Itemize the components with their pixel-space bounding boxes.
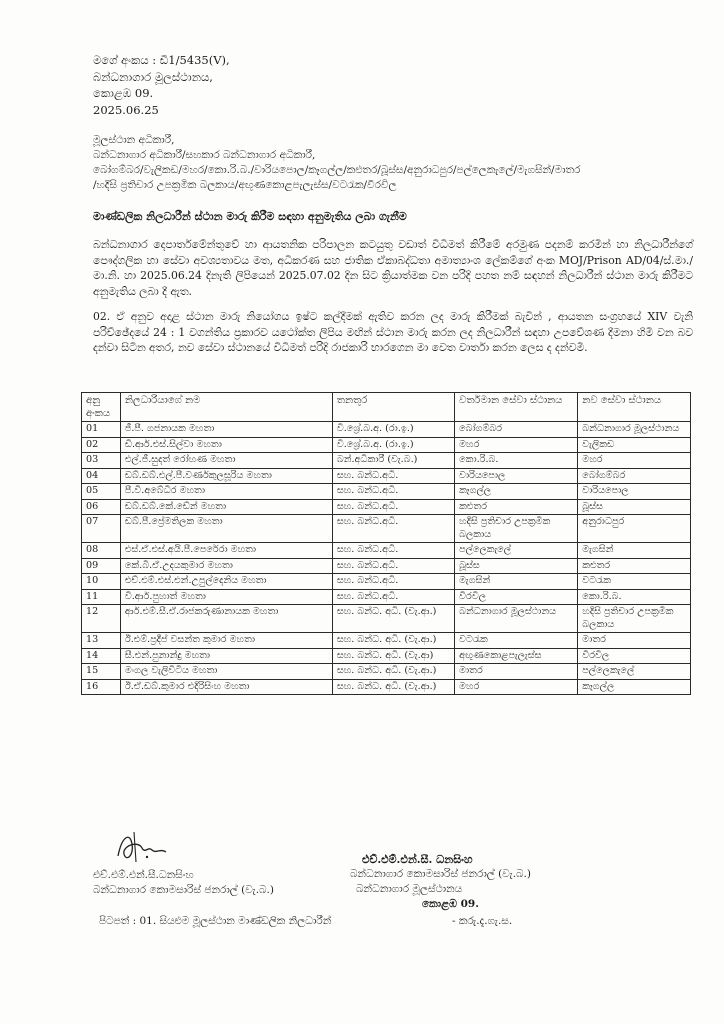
cell-rank: වි.ශ්‍රේ.බ.අ. (රා.ඉ.) xyxy=(332,422,454,438)
cell-serial-no: 08 xyxy=(82,543,121,559)
cell-serial-no: 05 xyxy=(82,484,121,500)
cell-current-station: වීරවිල xyxy=(455,589,578,605)
cell-current-station: මහර xyxy=(455,437,578,453)
copy-to-line: පිටපත් : 01. සියළුම මූලස්ථාන මාණ්ඩලික නිලධාරීන් xyxy=(99,915,332,927)
cell-current-station: කො.රි.බ. xyxy=(455,453,578,469)
cell-rank: සහ. බන්ධ.අධි. xyxy=(332,574,454,590)
cell-serial-no: 10 xyxy=(82,574,121,590)
office-city: කොළඹ 09. xyxy=(93,86,154,100)
office-name: බන්ධනාගාර මූලස්ථානය, xyxy=(93,69,213,84)
cell-rank: සහ. බන්ධ.අධි. xyxy=(332,499,454,515)
cell-current-station: බෝගම්බර xyxy=(455,422,578,438)
table-row xyxy=(82,679,691,695)
table-row xyxy=(82,589,691,605)
cell-new-station: බූස්ස xyxy=(578,499,691,515)
cell-new-station: වැලිකඩ xyxy=(578,437,691,453)
cell-serial-no: 04 xyxy=(82,468,121,484)
cell-rank: සහ. බන්ධ. අධි. (වැ.ආ.) xyxy=(332,605,454,633)
signatory-title: බන්ධනාගාර කොමසාරිස් ජනරාල් (වැ.බ.) xyxy=(93,884,274,896)
addressee-line: /හදිසි ප්‍රතිචාර උපක්‍රමික බලකාය/අඟුණකොළපැලැස්ස/වටරැක/වීරවිල xyxy=(93,179,397,191)
signatory-block xyxy=(93,868,274,898)
table-row xyxy=(82,558,691,574)
cell-officer-name: ඩබ්.ඩබ්.එල්.පී.වර්ණකුලසූරිය මහතා xyxy=(120,468,332,484)
cell-new-station: කො.රි.බ. xyxy=(578,589,691,605)
header-serial-no: අනු අංකය xyxy=(82,393,121,422)
cell-current-station: වාරියපොල xyxy=(455,468,578,484)
header-current-station: වර්තමාන සේවා ස්ථානය xyxy=(455,393,578,422)
table-row xyxy=(82,468,691,484)
cell-new-station: කළුතර xyxy=(578,558,691,574)
table-row xyxy=(82,484,691,500)
cell-officer-name: කේ.බී.ඒ.උදයකුමාර මහතා xyxy=(120,558,332,574)
cell-new-station: මහර xyxy=(578,453,691,469)
stamp-office: බන්ධනාගාර මූලස්ථානය xyxy=(356,883,463,895)
cell-serial-no: 12 xyxy=(82,605,121,633)
cell-current-station: බූස්ස xyxy=(455,558,578,574)
cell-serial-no: 01 xyxy=(82,422,121,438)
addressee-block xyxy=(93,133,693,193)
table-row xyxy=(82,453,691,469)
header-new-station: නව සේවා ස්ථානය xyxy=(578,393,691,422)
table-row xyxy=(82,499,691,515)
cell-serial-no: 09 xyxy=(82,558,121,574)
cell-new-station: වාරියපොල xyxy=(578,484,691,500)
cell-new-station: මැගසින් xyxy=(578,543,691,559)
cell-rank: සහ. බන්ධ. අධි. (වැ.ආ.) xyxy=(332,633,454,649)
table-row xyxy=(82,574,691,590)
header-rank: තනතුර xyxy=(332,393,454,422)
cell-new-station: කෑගල්ල xyxy=(578,679,691,695)
stamp-name: එච්.එම්.එන්.සී. ධනසිංහ xyxy=(362,853,473,866)
cell-officer-name: එච්.එම්.එස්.එන්.උපුල්දෙනිය මහතා xyxy=(120,574,332,590)
cell-current-station: වටරැක xyxy=(455,633,578,649)
cell-current-station: බන්ධනාගාර මූලස්ථානය xyxy=(455,605,578,633)
cell-current-station: අඟුණකොළපැලැස්ස xyxy=(455,648,578,664)
cell-serial-no: 07 xyxy=(82,515,121,543)
cell-new-station: පල්ලෙකැලේ xyxy=(578,664,691,680)
cell-officer-name: ඩබ්.ඩබ්.කේ.ඩේන් මහතා xyxy=(120,499,332,515)
cell-officer-name: ඊ.එම්.ප්‍රදීප් වසන්ත කුමාර මහතා xyxy=(120,633,332,649)
cell-serial-no: 14 xyxy=(82,648,121,664)
table-row xyxy=(82,605,691,633)
cell-officer-name: ආර්.එම්.සී.ඒ.රාජකරුණානායක මහතා xyxy=(120,605,332,633)
cell-officer-name: වී.ආර්.පුහාත් මහතා xyxy=(120,589,332,605)
cell-officer-name: පී.වී.අබේධීර මහතා xyxy=(120,484,332,500)
cell-officer-name: ඊ.ඒ.ඩබ්.කුමාර එදිරිසිංහ මහතා xyxy=(120,679,332,695)
cell-new-station: වීරවිල xyxy=(578,648,691,664)
letter-subject: මාණ්ඩලික නිලධාරීන් ස්ථාන මාරු කිරීම සඳහා අනුමැතිය ලබා ගැනීම xyxy=(93,210,407,223)
cell-new-station: බෝගම්බර xyxy=(578,468,691,484)
cell-rank: වි.ශ්‍රේ.බ.අ. (රා.ඉ.) xyxy=(332,437,454,453)
header-officer-name: නිලධාරියාගේ නම xyxy=(120,393,332,422)
cell-rank: සහ. බන්ධ.අධි. xyxy=(332,589,454,605)
cell-new-station: හදිසි ප්‍රතිචාර උපක්‍රමික බලකාය xyxy=(578,605,691,633)
table-row xyxy=(82,633,691,649)
cell-current-station: මැගසින් xyxy=(455,574,578,590)
cell-rank: බන්.අධිකාරී (වැ.බ.) xyxy=(332,453,454,469)
cell-current-station: මාතර xyxy=(455,664,578,680)
cell-new-station: අනුරාධපුර xyxy=(578,515,691,543)
cell-serial-no: 11 xyxy=(82,589,121,605)
cell-serial-no: 15 xyxy=(82,664,121,680)
cell-new-station: වටරැක xyxy=(578,574,691,590)
cell-officer-name: ඩී.ආර්.එස්.සිල්වා මහතා xyxy=(120,437,332,453)
table-header-row xyxy=(82,393,691,422)
cell-officer-name: එල්.ජී.සුදත් රෝහණ මහතා xyxy=(120,453,332,469)
stamp-title: බන්ධනාගාර කොමසාරිස් ජනරාල් (වැ.බ.) xyxy=(350,868,531,880)
cell-current-station: කළුතර xyxy=(455,499,578,515)
cell-new-station: මාතර xyxy=(578,633,691,649)
table-row xyxy=(82,543,691,559)
cell-officer-name: ඩබ්.පී.ප්‍රේමතිලක මහතා xyxy=(120,515,332,543)
addressee-line: බන්ධනාගාර අධිකාරී/සහකාර බන්ධනාගාර අධිකාරී, xyxy=(93,149,316,161)
cell-officer-name: එස්.ඒ.එස්.අයි.පී.පෙරේරා මහතා xyxy=(120,543,332,559)
official-stamp xyxy=(350,852,531,912)
body-paragraph-1: බන්ධනාගාර දෙපාර්තමේන්තුවේ හා ආයතනික පරිපාලන කටයුතු වඩාත් විධිමත් කිරීමේ අරමුණ පදනම් කරමින් හා නිලධාරීන්ගේ පෞද්ගලික හා සේවා අවශ්‍යතාවය මත, අධිකරණ සහ ජාතික ඒකාබද්ධතා අමාත්‍යාංශ ලේකම්ගේ අංක MOJ/Prison AD/04/ස්.මා./මා.නි. හා 2025.06.24 දිනැති ලිපියෙන් 2025.07.02 දින සිට ක්‍රියාත්මක වන පරිදි පහත නම් සඳහන් නිලධාරීන් ස්ථාන මාරු කිරීමට අනුමැතිය ලබා දී ඇත. xyxy=(93,238,693,298)
addressee-line: බෝගම්බර/වැලිකඩ/මහර/කො.රි.බ./වාරියපොල/කෑගල්ල/කළුතර/බූස්ස/අනුරාධපුර/පල්ලෙකැලේ/මැගසින්/මාතර xyxy=(93,164,581,176)
cell-rank: සහ. බන්ධ.අධි. xyxy=(332,558,454,574)
transfer-table xyxy=(81,392,691,695)
body-paragraph-2: 02. ඒ අනුව අදාළ ස්ථාන මාරු නියෝගය ඉෂ්ට කල්දීමක් ඇතිව කරන ලද මාරු කිරීමක් බැවින් , ආයතන සංග්‍රහයේ XIV වැනි පරිච්ඡේදයේ 24 : 1 වගන්තිය ප්‍රකාරව යථෝක්ත ලිපිය මඟින් ස්ථාන මාරු කරන ලද නිලධාරීන් සඳහා උපවේශණ දීමනා හිමි වන බව දන්වා සිටින අතර, නව සේවා ස්ථානයේ විධිමත් පරිදි රාජකාරි භාරගෙන මා වෙත වාර්තා කරන ලෙස ද දන්වමි. xyxy=(93,310,693,354)
cell-rank: සහ. බන්ධ.අධි. xyxy=(332,515,454,543)
table-row xyxy=(82,515,691,543)
cell-current-station: පල්ලෙකැලේ xyxy=(455,543,578,559)
reference-number: මගේ අංකය : ඩී1/5435(V), xyxy=(93,53,230,67)
cell-rank: සහ. බන්ධ.අධි. xyxy=(332,468,454,484)
cell-serial-no: 03 xyxy=(82,453,121,469)
cell-officer-name: මංගල වැලිවිටිය මහතා xyxy=(120,664,332,680)
cell-current-station: හදිසි ප්‍රතිචාර උපක්‍රමික බලකාය xyxy=(455,515,578,543)
letter-date: 2025.06.25 xyxy=(93,102,159,117)
table-row xyxy=(82,648,691,664)
cell-serial-no: 16 xyxy=(82,679,121,695)
handwritten-signature xyxy=(112,826,172,868)
cell-serial-no: 02 xyxy=(82,437,121,453)
table-row xyxy=(82,437,691,453)
table-row xyxy=(82,422,691,438)
reference-block xyxy=(93,52,230,118)
addressee-line: මූලස්ථාන අධිකාරී, xyxy=(93,134,175,146)
cell-rank: සහ. බන්ධ. අධි. (වැ.ආ) xyxy=(332,648,454,664)
cell-officer-name: ජී.පී. ගජනායක මහතා xyxy=(120,422,332,438)
signatory-name: එච්.එම්.එන්.සී.ධනසිංහ xyxy=(93,869,194,881)
cell-new-station: බන්ධනාගාර මූලස්ථානය xyxy=(578,422,691,438)
cell-current-station: කෑගල්ල xyxy=(455,484,578,500)
cell-rank: සහ. බන්ධ.අධි. xyxy=(332,543,454,559)
copy-tag: - කරු.දැ.ගැ.ස. xyxy=(452,915,513,927)
cell-officer-name: සී.එන්.පුනාන්දු මහතා xyxy=(120,648,332,664)
cell-rank: සහ. බන්ධ. අධි. (වැ.ආ.) xyxy=(332,664,454,680)
stamp-city: කොළඹ 09. xyxy=(422,898,479,910)
cell-rank: සහ. බන්ධ. අධි. (වැ.ආ.) xyxy=(332,679,454,695)
cell-current-station: මහර xyxy=(455,679,578,695)
table-row xyxy=(82,664,691,680)
cell-serial-no: 13 xyxy=(82,633,121,649)
cell-rank: සහ. බන්ධ.අධි. xyxy=(332,484,454,500)
cell-serial-no: 06 xyxy=(82,499,121,515)
